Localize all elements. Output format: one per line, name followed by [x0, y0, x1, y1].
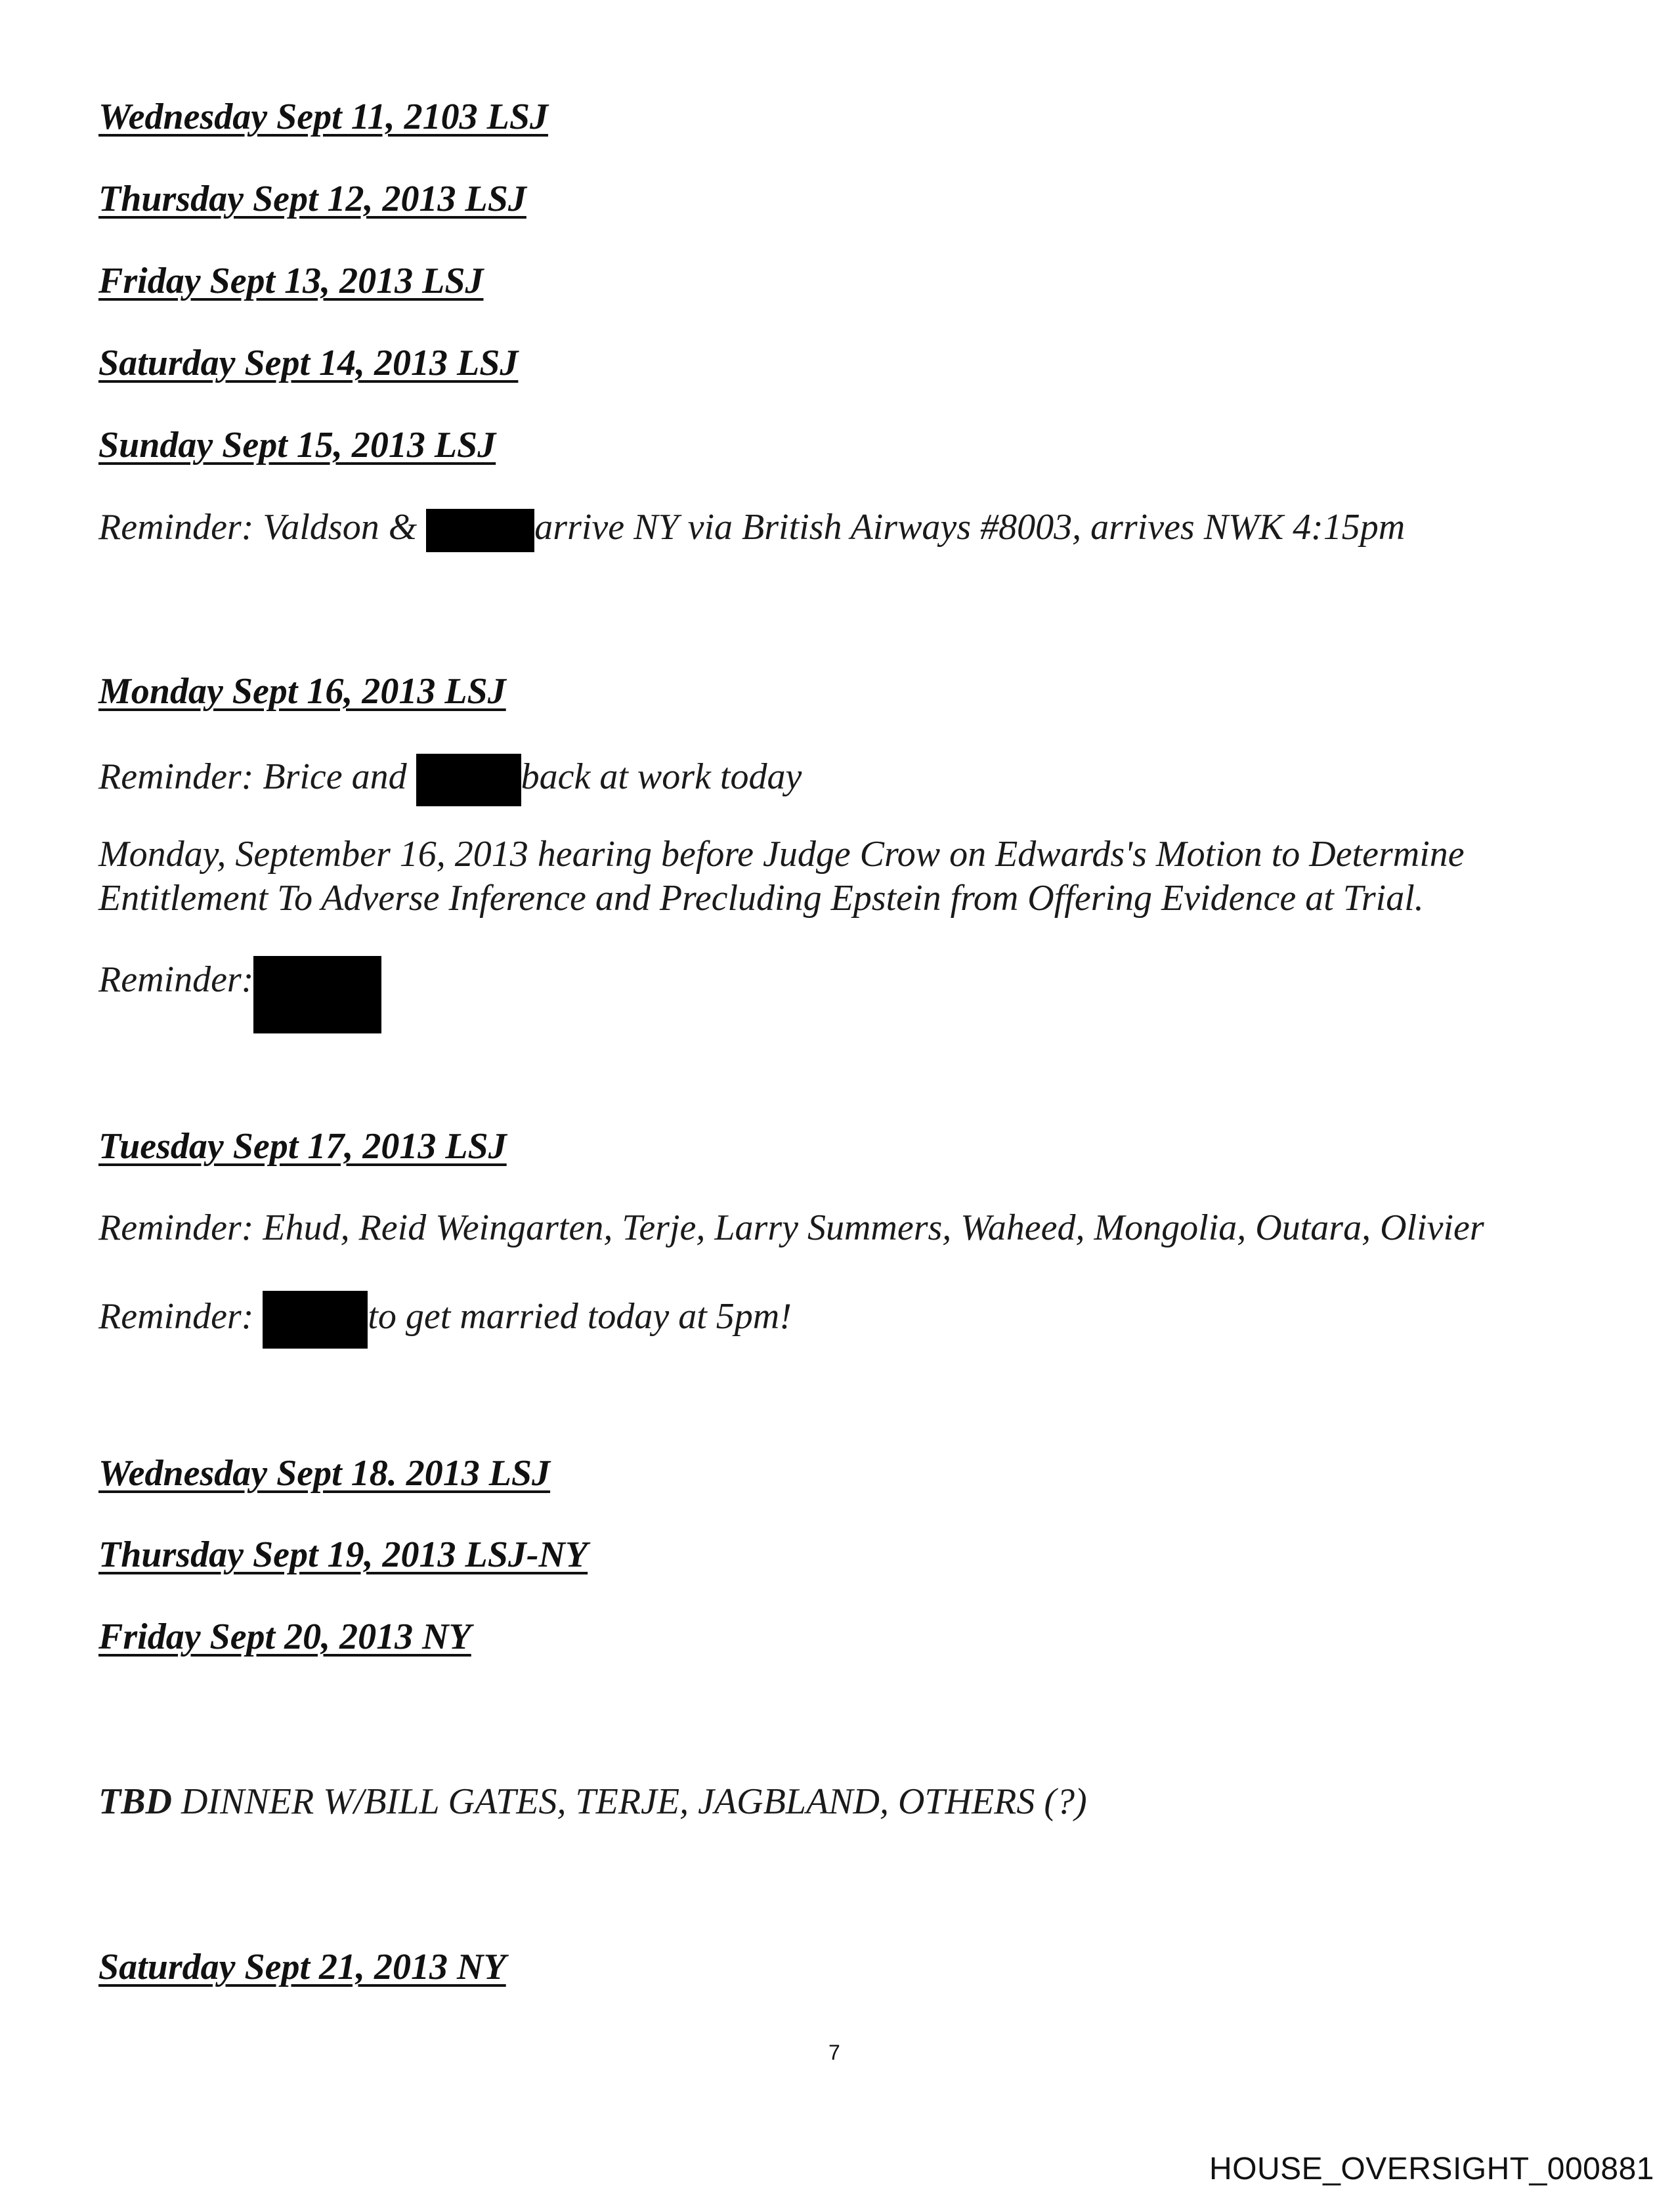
reminder-married-post: to get married today at 5pm! [368, 1295, 792, 1337]
reminder-brice [98, 754, 802, 806]
date-heading-sept-20: Friday Sept 20, 2013 NY [98, 1616, 471, 1657]
reminder-valdson [98, 509, 1405, 552]
date-heading-sept-21: Saturday Sept 21, 2013 NY [98, 1947, 506, 1987]
date-heading-sept-19: Thursday Sept 19, 2013 LSJ-NY [98, 1534, 588, 1575]
reminder-brice-post: back at work today [521, 756, 802, 797]
reminder-redacted [98, 961, 381, 1033]
hearing-note-line-2: Entitlement To Adverse Inference and Precluding Epstein from Offering Evidence at Trial. [98, 878, 1424, 919]
redaction-box [416, 754, 521, 806]
redaction-box [253, 956, 381, 1033]
redaction-box [263, 1291, 368, 1349]
reminder-brice-pre: Reminder: Brice and [98, 756, 416, 797]
date-heading-sept-11: Wednesday Sept 11, 2103 LSJ [98, 97, 548, 137]
reminder-ehud: Reminder: Ehud, Reid Weingarten, Terje, Larry Summers, Waheed, Mongolia, Outara, Olivier [98, 1207, 1484, 1248]
date-heading-sept-13: Friday Sept 13, 2013 LSJ [98, 261, 484, 301]
reminder-married-pre: Reminder: [98, 1295, 263, 1337]
hearing-note-line-1: Monday, September 16, 2013 hearing before Judge Crow on Edwards's Motion to Determine [98, 834, 1465, 875]
document-id: HOUSE_OVERSIGHT_000881 [1209, 2152, 1654, 2186]
reminder-redacted-pre: Reminder: [98, 959, 254, 1000]
date-heading-sept-15: Sunday Sept 15, 2013 LSJ [98, 425, 496, 466]
date-heading-sept-12: Thursday Sept 12, 2013 LSJ [98, 179, 526, 219]
reminder-valdson-pre: Reminder: Valdson & [98, 507, 427, 548]
page-number: 7 [828, 2041, 840, 2064]
tbd-label: TBD [98, 1781, 172, 1822]
reminder-valdson-post: arrive NY via British Airways #8003, arrives NWK 4:15pm [534, 507, 1406, 548]
redaction-box [426, 509, 534, 552]
tbd-dinner-note [98, 1783, 1087, 1820]
reminder-married [98, 1291, 792, 1349]
date-heading-sept-16: Monday Sept 16, 2013 LSJ [98, 671, 506, 712]
date-heading-sept-18: Wednesday Sept 18. 2013 LSJ [98, 1453, 551, 1494]
date-heading-sept-14: Saturday Sept 14, 2013 LSJ [98, 343, 519, 383]
date-heading-sept-17: Tuesday Sept 17, 2013 LSJ [98, 1126, 507, 1167]
tbd-text: DINNER W/BILL GATES, TERJE, JAGBLAND, OTHERS (?) [172, 1781, 1087, 1822]
